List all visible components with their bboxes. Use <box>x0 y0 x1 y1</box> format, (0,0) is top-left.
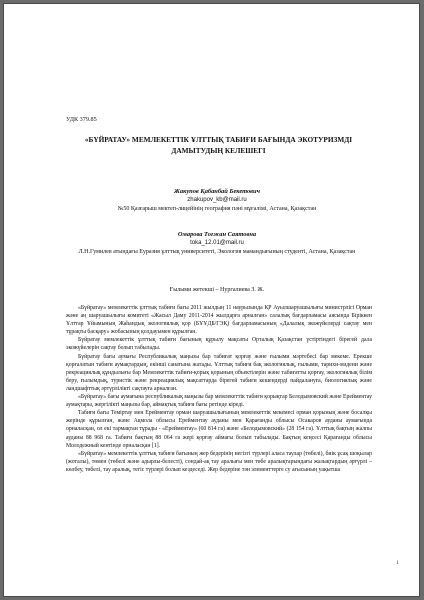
body-text <box>66 304 372 474</box>
author-name: Жакупов Қабанбай Бекетович <box>174 188 260 195</box>
author-email[interactable]: toka_12.01@mail.ru <box>190 240 244 246</box>
author-name: Омарова Тоғжан Саятовна <box>177 231 257 238</box>
paragraph: «Бүйратау» бағы аумағына республикалық маңызы бар мемлекеттік табиғи қорықтар Белодымовский және Ерейментау аумақтары, жергілікті маңызы бар, аймақтық табиғи бағы ретінде кіреді. <box>66 394 372 409</box>
paragraph: «Бүйратау» мемлекеттік ұлттық табиғи бағы 2011 жылдың 11 наурызында ҚР Ауылшаруашылығы министрлігі Орман және аң шаруашылығы комитеті «Жасыл Даму 2011-2014 жылдарға арналған» салалық бағдарламасы аясында Біріккен Ұлттар Ұйымының Жаһандық экологиялық қор (БҰҰДБ/ГЭҚ) бағдарламасының «Далалық экожүйелерді сақтау мен тұрақты басқару» жобасының қолдауымен құрылған. <box>66 305 372 336</box>
paragraph: «Бүйратау» мемлекеттік ұлттық табиғи бағының жер бедерінің негізгі түрлері аласа таулар (төбелі), биік ұсақ шоқылар (жоталы), төмен (төбелі және адырлы-белесті), сондай-ақ тау аралығы мен төбе аралықтарындағы жазықтардың әртүрлі – көлбеу, төбелі, тау аралық, тегіс түрлері болып кездеседі. Жер бедеріне тән элементтерге су ағысының уақытша <box>66 450 372 473</box>
author-affiliation: №50 Қазғарыш мектеп-лицейінің география пәні мұғалімі, Астана, Қазақстан <box>117 205 317 212</box>
document-page <box>3 3 420 597</box>
author-affiliation: Л.Н.Гумилев атындағы Еуразия ұлттық университеті, Экология мамандығының студенті, Астана, Қазақстан <box>78 248 356 255</box>
paragraph: Бүйратау бағы аумағы Республикалық маңызы бар табиғат қорғау және ғылыми мәртебесі бар мекеме. Ерекше қорғалатын табиғи аумақтардың, екінші санатына жатады. Ұлттық табиғи бақ экологиялық, ғылыми, тарихи-мәдени және рекреациялық құндылығы бар Мемлекеттік табиғи-қорық қорының объектілерін және табиғатты қорғау, экологиялық білім беру, ғылымдық, туристік және рекреациялық мақсаттарда бірегей табиғи кешендерді пайдалануға, биологиялық және ландшафттық әртүрлілікті сақтауға арналған. <box>66 353 372 392</box>
scientific-advisor: Ғылыми жетекші – Нургалиева З. Ж. <box>169 287 265 293</box>
author-email[interactable]: zhakupov_kb@mail.ru <box>187 197 247 203</box>
paragraph: Бүйратау мемлекеттік ұлттық табиғи бағының құрылу мақсаты Орталық Қазақстан үстіртіндегі бірегей дала экожүйелерін сақтау болып табылады. <box>66 337 372 352</box>
udc-code: УДК 379.85 <box>66 116 97 123</box>
paper-title: «БҮЙРАТАУ» МЕМЛЕКЕТТІК ҰЛТТЫҚ ТАБИҒИ БАҒЫНДА ЭКОТУРИЗМДІ ДАМЫТУДЫҢ КЕЛЕШЕГІ <box>84 135 353 155</box>
author-block-1 <box>52 187 382 213</box>
author-block-2 <box>52 230 382 256</box>
paragraph: Табиғи бағы Теміртау мен Ерейментау орман шаруашылығының мемлекеттік мекемесі орман қорының және босалқы жерінде құрылған, және Ақмола облысы Ерейментау ауданы мен Қарағанды облысы Осакаров ауданы аумағында орналасқан, ол екі тармақтан тұрады - «Ерейментау» (60 814 га) және «Белодымовский» (28 154 га). Ұлттық бақтың жалпы ауданы 88 968 га. Табиғи бақтың 88 064 га жері қорғау аймағы болып табылады. Бақтың кеңсесі Қарағанды облысы Молодежный кентінде орналасқан [1]. <box>66 410 372 449</box>
page-number: 1 <box>396 560 399 566</box>
